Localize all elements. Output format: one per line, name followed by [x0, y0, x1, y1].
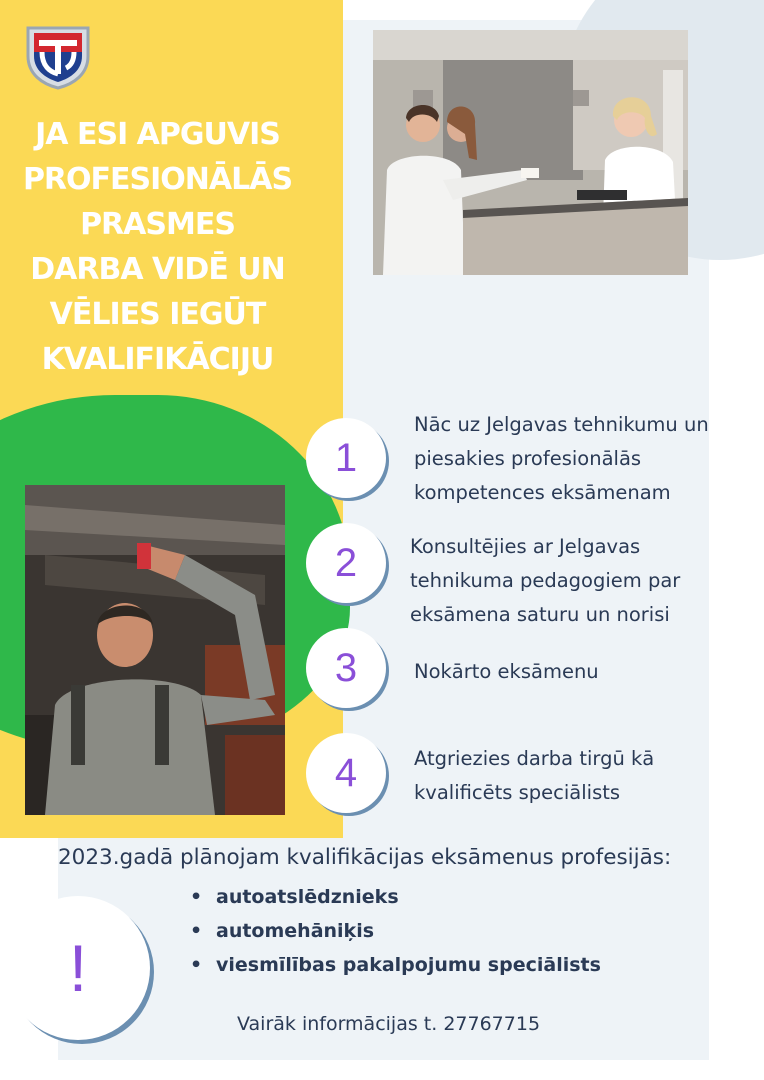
profession-item: • viesmīlības pakalpojumu speciālists [190, 948, 601, 982]
contact-info: Vairāk informācijas t. 27767715 [237, 1013, 541, 1035]
step-1-number-circle: 1 [306, 418, 386, 498]
headline: JA ESI APGUVIS PROFESIONĀLĀS PRASMES DARBA VIDĒ UN VĒLIES IEGŪT KVALIFIKĀCIJU [22, 117, 293, 377]
step-3-text: Nokārto eksāmenu [414, 660, 599, 683]
profession-item: • automehāniķis [190, 914, 601, 948]
step-2-text: Konsultējies ar Jelgavas tehnikuma pedagogiem par eksāmena saturu un norisi [410, 535, 681, 626]
step-4-text: Atgriezies darba tirgū kā kvalificēts speciālists [414, 747, 655, 804]
step-4-number-circle: 4 [306, 733, 386, 813]
profession-list [190, 880, 601, 982]
car-mechanic-photo [25, 485, 285, 815]
profession-item: • autoatslēdznieks [190, 880, 601, 914]
plans-title: 2023.gadā plānojam kvalifikācijas eksāmenus profesijās: [58, 845, 672, 870]
step-1-text: Nāc uz Jelgavas tehnikumu un piesakies profesionālās kompetences eksāmenam [414, 413, 709, 504]
step-2-number-circle: 2 [306, 523, 386, 603]
step-3-number-circle: 3 [306, 628, 386, 708]
school-shield-logo-icon [22, 22, 94, 90]
reception-desk-photo [373, 30, 688, 275]
exclamation-circle: ! [6, 896, 150, 1040]
